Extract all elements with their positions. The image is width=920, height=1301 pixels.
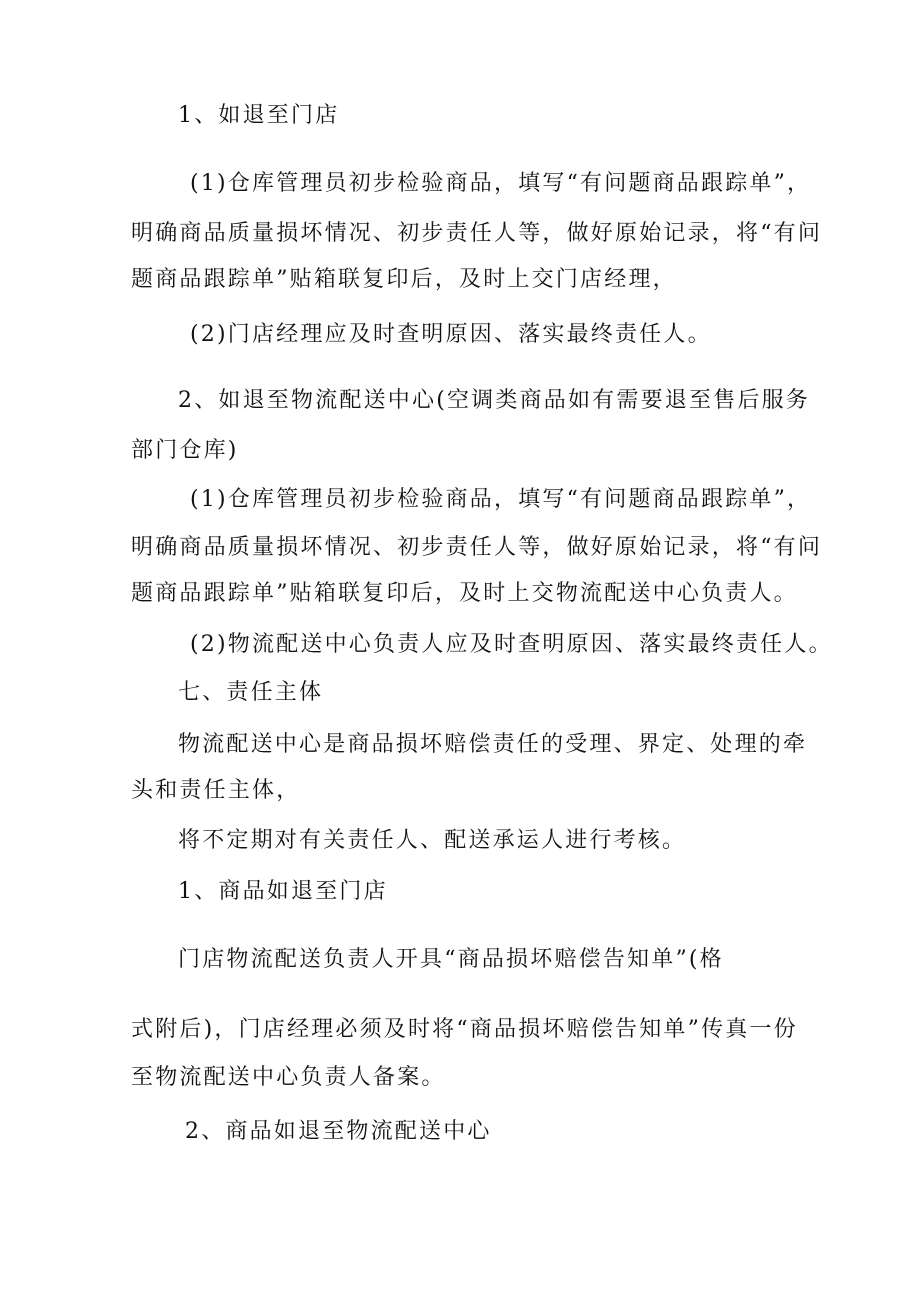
section-heading: 七、责任主体 <box>178 680 324 705</box>
paragraph-line: 式附后)，门店经理必须及时将“商品损坏赔偿告知单”传真一份 <box>131 1017 798 1042</box>
section-heading: 2、如退至物流配送中心(空调类商品如有需要退至售后服务 <box>178 388 810 413</box>
paragraph-line: 至物流配送中心负责人备案。 <box>131 1065 446 1090</box>
paragraph-line: 头和责任主体， <box>131 778 301 803</box>
paragraph-line: 物流配送中心是商品损坏赔偿责任的受理、界定、处理的牵 <box>178 732 808 757</box>
paragraph-line: 将不定期对有关责任人、配送承运人进行考核。 <box>178 828 687 853</box>
paragraph-line: 门店物流配送负责人开具“商品损坏赔偿告知单”(格 <box>178 947 724 972</box>
paragraph-line: 明确商品质量损坏情况、初步责任人等，做好原始记录，将“有问 <box>131 535 823 560</box>
paragraph-line: 题商品跟踪单”贴箱联复印后，及时上交门店经理， <box>131 267 677 292</box>
paragraph-line: 明确商品质量损坏情况、初步责任人等，做好原始记录，将“有问 <box>131 221 823 246</box>
section-heading: 1、如退至门店 <box>178 103 340 128</box>
paragraph-line: (2)门店经理应及时查明原因、落实最终责任人。 <box>190 322 712 347</box>
section-heading: 1、商品如退至门店 <box>178 879 388 904</box>
paragraph-line: (1)仓库管理员初步检验商品，填写“有问题商品跟踪单”， <box>190 487 812 512</box>
paragraph-line: (2)物流配送中心负责人应及时查明原因、落实最终责任人。 <box>190 632 833 657</box>
paragraph-line: (1)仓库管理员初步检验商品，填写“有问题商品跟踪单”， <box>190 171 812 196</box>
paragraph-line: 题商品跟踪单”贴箱联复印后，及时上交物流配送中心负责人。 <box>131 581 798 606</box>
paragraph-line: 部门仓库) <box>131 438 239 463</box>
section-heading: 2、商品如退至物流配送中心 <box>185 1119 492 1144</box>
